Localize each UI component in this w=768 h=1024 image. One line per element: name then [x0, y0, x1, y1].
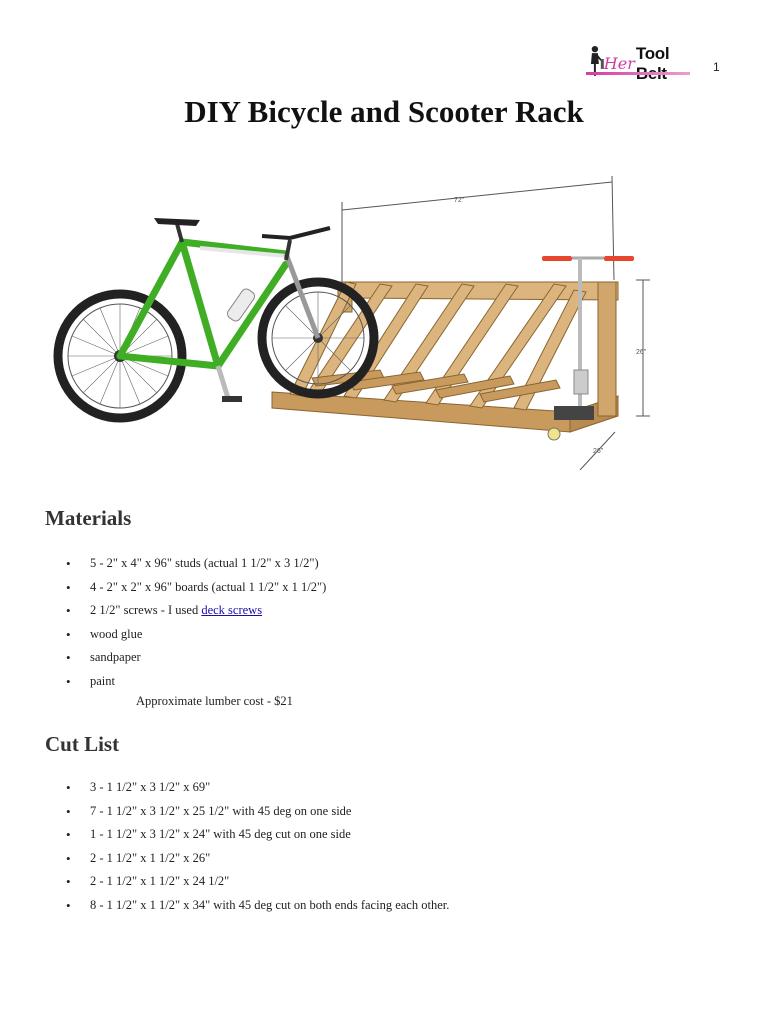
- list-item: • 8 - 1 1/2" x 1 1/2" x 34" with 45 deg cut on both ends facing each other.: [66, 894, 449, 918]
- logo-underline: [586, 72, 690, 75]
- cut-list-heading: Cut List: [45, 732, 120, 756]
- page-number: 1: [713, 60, 720, 74]
- list-item: • 5 - 2" x 4" x 96" studs (actual 1 1/2" x 3 1/2"): [66, 552, 326, 576]
- logo-text: Tool: [635, 44, 670, 63]
- bicycle: [58, 218, 374, 418]
- list-item: • 7 - 1 1/2" x 3 1/2" x 25 1/2" with 45 deg on one side: [66, 800, 449, 824]
- cut-list: [66, 776, 449, 918]
- list-item: • 1 - 1 1/2" x 3 1/2" x 24" with 45 deg cut on one side: [66, 823, 449, 847]
- dimension-width-label: 72": [454, 197, 465, 204]
- list-item: • wood glue: [66, 623, 326, 647]
- screws-text: 2 1/2" screws - I used: [90, 603, 202, 618]
- materials-heading: Materials: [45, 506, 132, 530]
- dimension-height-label: 26": [636, 349, 647, 356]
- page-title: DIY Bicycle and Scooter Rack: [184, 94, 584, 129]
- list-item: • 3 - 1 1/2" x 3 1/2" x 69": [66, 776, 449, 800]
- logo-script: Her: [603, 53, 635, 73]
- lumber-cost-note: Approximate lumber cost - $21: [136, 694, 293, 708]
- list-item: • sandpaper: [66, 646, 326, 670]
- dimension-depth-label: 26": [593, 448, 604, 455]
- list-item: • 2 - 1 1/2" x 1 1/2" x 26": [66, 847, 449, 871]
- list-item: • 4 - 2" x 2" x 96" boards (actual 1 1/2" x 1 1/2"): [66, 576, 326, 600]
- materials-list: [66, 552, 326, 694]
- list-item: • 2 - 1 1/2" x 1 1/2" x 24 1/2": [66, 870, 449, 894]
- list-item: [66, 599, 326, 623]
- list-item: • paint: [66, 670, 326, 694]
- site-logo: [584, 44, 704, 78]
- bike-rack-illustration: [50, 170, 670, 470]
- deck-screws-link[interactable]: deck screws: [201, 603, 263, 618]
